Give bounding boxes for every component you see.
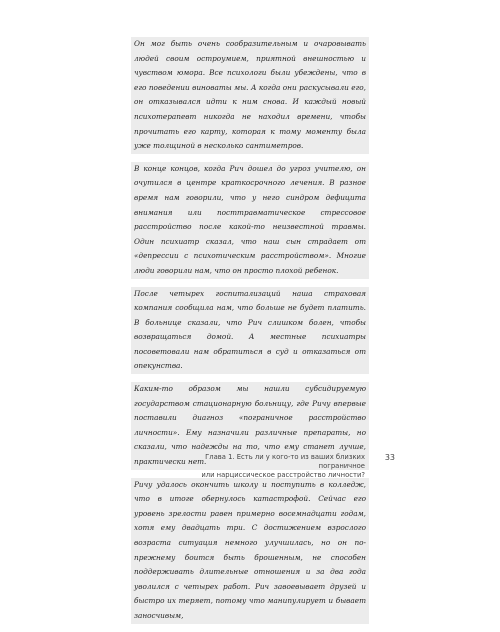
page-number: 33 <box>384 453 395 462</box>
paragraph-1: Он мог быть очень сообразительным и очаровывать людей своим остроумием, приятной внешностью и чувством юмора. Все психологи были убеждены, что в его поведении виноваты мы. А когда они раскусывали его, он отказывался идти к ним снова. И каждый новый психотерапевт никогда не находил времени, чтобы прочитать его карту, которая к тому моменту была уже толщиной в несколько сантиметров. <box>131 37 369 154</box>
chapter-caption-line-2: или нарциссическое расстройство личности? <box>201 471 365 479</box>
paragraph-4: Каким-то образом мы нашли субсидируемую государством стационарную больницу, где Ричу впервые поставили диагноз «пограничное расстройство личности». Ему назначили различные препараты, но сказали, что надежды на то, что ему станет лучше, практически нет. <box>131 382 369 470</box>
paragraph-2: В конце концов, когда Рич дошел до угроз учителю, он очутился в центре краткосрочного лечения. В разное время нам говорили, что у него синдром дефицита внимания или посттравматическое стрессовое расстройство после какой-то неизвестной травмы. Один психиатр сказал, что наш сын страдает от «депрессии с психотическим расстройством». Многие люди говорили нам, что он просто плохой ребенок. <box>131 162 369 279</box>
paragraph-5: Ричу удалось окончить школу и поступить в колледж, что в итоге обернулось катастрофой. Сейчас его уровень зрелости равен примерно восемнадцати годам, хотя ему двадцать три. С достижением взрослого возраста ситуация немного улучшилась, но он по-прежнему боится быть брошенным, не способен поддерживать длительные отношения и за два года уволился с четырех работ. Рич завоевывает друзей и быстро их теряет, потому что манипулирует и бывает заносчивым, <box>131 478 369 624</box>
page-footer <box>131 453 395 477</box>
chapter-caption <box>165 453 365 480</box>
paragraph-3: После четырех госпитализаций наша страховая компания сообщила нам, что больше не будет платить. В больнице сказали, что Рич слишком болен, чтобы возвращаться домой. А местные психиатры посоветовали нам обратиться в суд и отказаться от опекунства. <box>131 287 369 375</box>
text-column <box>131 37 369 632</box>
chapter-caption-line-1: Глава 1. Есть ли у кого-то из ваших близких пограничное <box>205 453 365 470</box>
